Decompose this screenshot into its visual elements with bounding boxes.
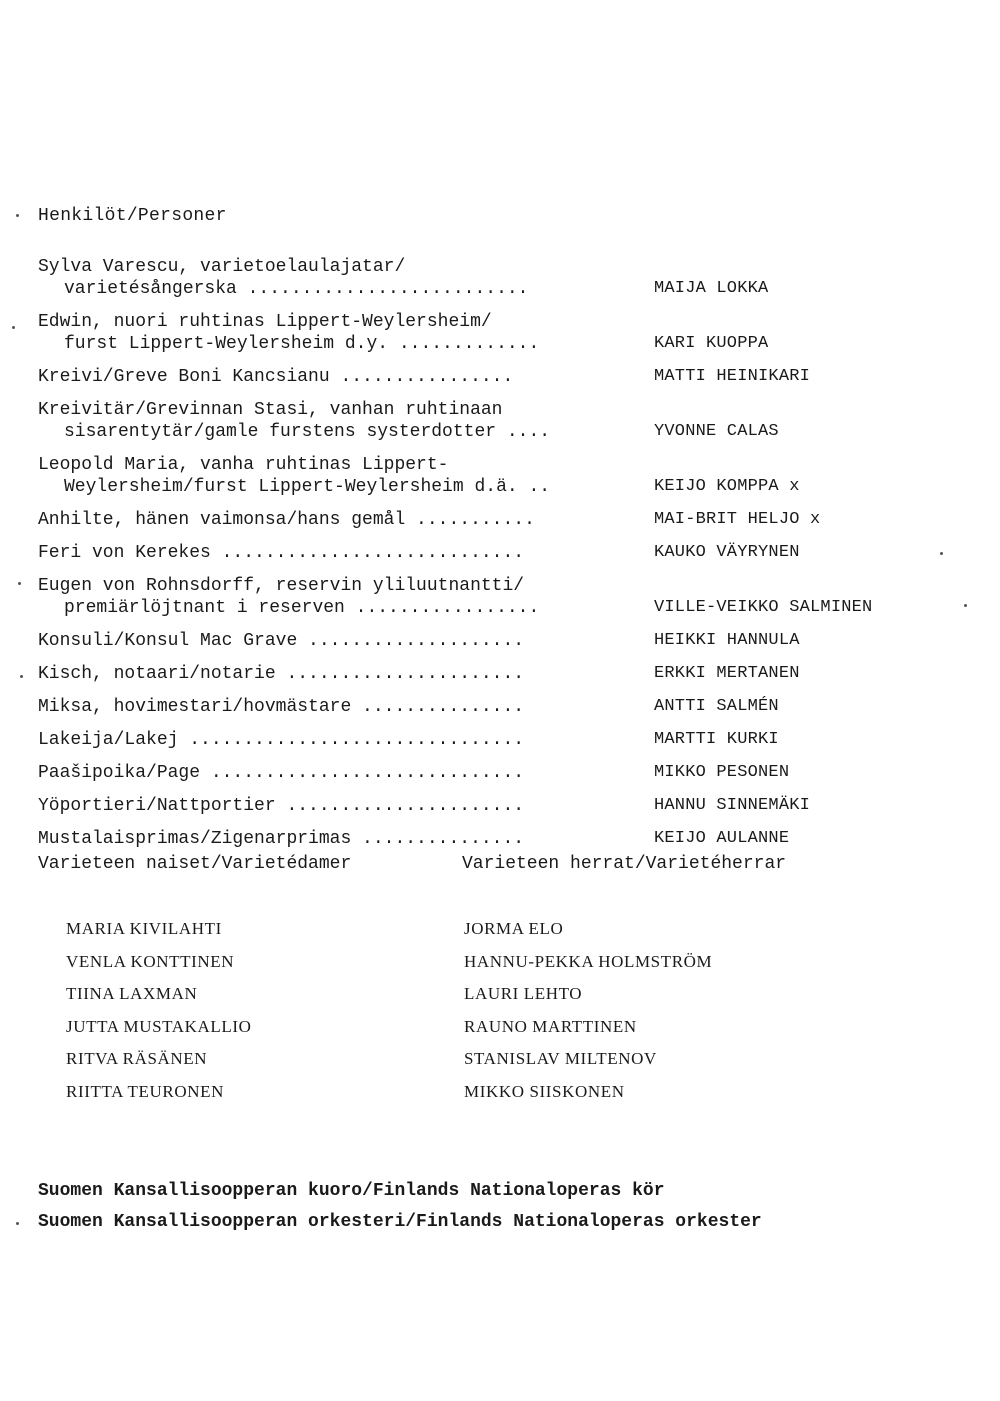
ladies-list: [66, 918, 252, 1113]
actor-name: MAI-BRIT HELJO x: [654, 510, 821, 529]
actor-name: KAUKO VÄYRYNEN: [654, 543, 800, 562]
page-heading: Henkilöt/Personer: [38, 206, 227, 226]
actor-name: ERKKI MERTANEN: [654, 664, 800, 683]
actor-name: HANNU SINNEMÄKI: [654, 796, 811, 815]
role-description: [38, 828, 988, 850]
role-description: [38, 366, 988, 388]
role-line: Lakeija/Lakej ...............................: [38, 730, 525, 750]
scan-speck: [12, 326, 15, 329]
orchestra-credit: Suomen Kansallisoopperan orkesteri/Finlands Nationaloperas orkester: [38, 1212, 762, 1232]
role-line: Konsuli/Konsul Mac Grave ....................: [38, 631, 525, 651]
list-item: VENLA KONTTINEN: [66, 951, 235, 971]
scan-speck: [18, 582, 21, 585]
list-item: MIKKO SIISKONEN: [464, 1081, 625, 1101]
actor-name: MARTTI KURKI: [654, 730, 779, 749]
list-item: RIITTA TEURONEN: [66, 1081, 224, 1101]
role-line: Eugen von Rohnsdorff, reservin yliluutnantti/: [38, 576, 525, 596]
list-item: HANNU-PEKKA HOLMSTRÖM: [464, 951, 713, 971]
role-line: Weylersheim/furst Lippert-Weylersheim d.ä. ..: [64, 477, 551, 497]
role-description: [38, 509, 988, 531]
actor-name: YVONNE CALAS: [654, 422, 779, 441]
actor-name: MAIJA LOKKA: [654, 279, 769, 298]
cast-row: [38, 762, 988, 784]
actor-name: MATTI HEINIKARI: [654, 367, 811, 386]
cast-row: [38, 509, 988, 531]
ladies-heading: Varieteen naiset/Varietédamer: [38, 854, 352, 874]
role-description: [38, 454, 988, 498]
role-line: sisarentytär/gamle furstens systerdotter ....: [64, 422, 551, 442]
cast-row: [38, 795, 988, 817]
cast-row: [38, 256, 988, 300]
cast-row: [38, 311, 988, 355]
cast-row: [38, 399, 988, 443]
role-line: Kreivitär/Grevinnan Stasi, vanhan ruhtinaan: [38, 400, 503, 420]
cast-row: [38, 454, 988, 498]
role-description: [38, 762, 988, 784]
role-line: Miksa, hovimestari/hovmästare ...............: [38, 697, 525, 717]
actor-name: KEIJO KOMPPA x: [654, 477, 800, 496]
role-line: Paašipoika/Page .............................: [38, 763, 525, 783]
role-description: [38, 729, 988, 751]
cast-row: [38, 542, 988, 564]
actor-name: HEIKKI HANNULA: [654, 631, 800, 650]
role-line: Feri von Kerekes ............................: [38, 543, 525, 563]
role-line: Kreivi/Greve Boni Kancsianu ................: [38, 367, 514, 387]
role-description: [38, 630, 988, 652]
list-item: JORMA ELO: [464, 919, 564, 938]
role-line: Leopold Maria, vanha ruhtinas Lippert-: [38, 455, 449, 475]
cast-row: [38, 366, 988, 388]
actor-name: KARI KUOPPA: [654, 334, 769, 353]
cast-row: [38, 729, 988, 751]
cast-row: [38, 696, 988, 718]
actor-name: KEIJO AULANNE: [654, 829, 790, 848]
role-line: furst Lippert-Weylersheim d.y. .............: [64, 334, 540, 354]
role-description: [38, 542, 988, 564]
list-item: MARIA KIVILAHTI: [66, 919, 222, 938]
list-item: JUTTA MUSTAKALLIO: [66, 1016, 252, 1036]
cast-row: [38, 663, 988, 685]
gentlemen-list: [464, 918, 712, 1113]
scan-speck: [940, 552, 943, 555]
footer-credits: [38, 1180, 762, 1242]
role-line: Edwin, nuori ruhtinas Lippert-Weylersheim/: [38, 312, 492, 332]
role-description: [38, 696, 988, 718]
list-item: LAURI LEHTO: [464, 984, 583, 1003]
scan-speck: [16, 214, 19, 217]
role-line: varietésångerska ..........................: [64, 279, 529, 299]
role-description: [38, 399, 988, 443]
role-line: premiärlöjtnant i reserven .................: [64, 598, 540, 618]
role-line: Kisch, notaari/notarie ......................: [38, 664, 525, 684]
scan-speck: [964, 604, 967, 607]
list-item: STANISLAV MILTENOV: [464, 1049, 657, 1068]
cast-row: [38, 575, 988, 619]
scan-speck: [20, 675, 23, 678]
list-item: RITVA RÄSÄNEN: [66, 1049, 208, 1068]
role-line: Anhilte, hänen vaimonsa/hans gemål ...........: [38, 510, 535, 530]
role-description: [38, 795, 988, 817]
actor-name: ANTTI SALMÉN: [654, 697, 779, 716]
list-item: RAUNO MARTTINEN: [464, 1016, 637, 1036]
cast-row: [38, 828, 988, 850]
role-line: Yöportieri/Nattportier ......................: [38, 796, 525, 816]
gentlemen-heading: Varieteen herrat/Varietéherrar: [462, 854, 787, 874]
role-line: Mustalaisprimas/Zigenarprimas ...............: [38, 829, 525, 849]
list-item: TIINA LAXMAN: [66, 984, 198, 1003]
role-description: [38, 256, 988, 300]
role-line: Sylva Varescu, varietoelaulajatar/: [38, 257, 406, 277]
role-description: [38, 663, 988, 685]
actor-name: VILLE-VEIKKO SALMINEN: [654, 598, 873, 617]
cast-row: [38, 630, 988, 652]
cast-list: [38, 256, 988, 861]
scan-speck: [16, 1222, 19, 1225]
role-description: [38, 311, 988, 355]
choir-credit: Suomen Kansallisoopperan kuoro/Finlands Nationaloperas kör: [38, 1181, 665, 1201]
actor-name: MIKKO PESONEN: [654, 763, 790, 782]
